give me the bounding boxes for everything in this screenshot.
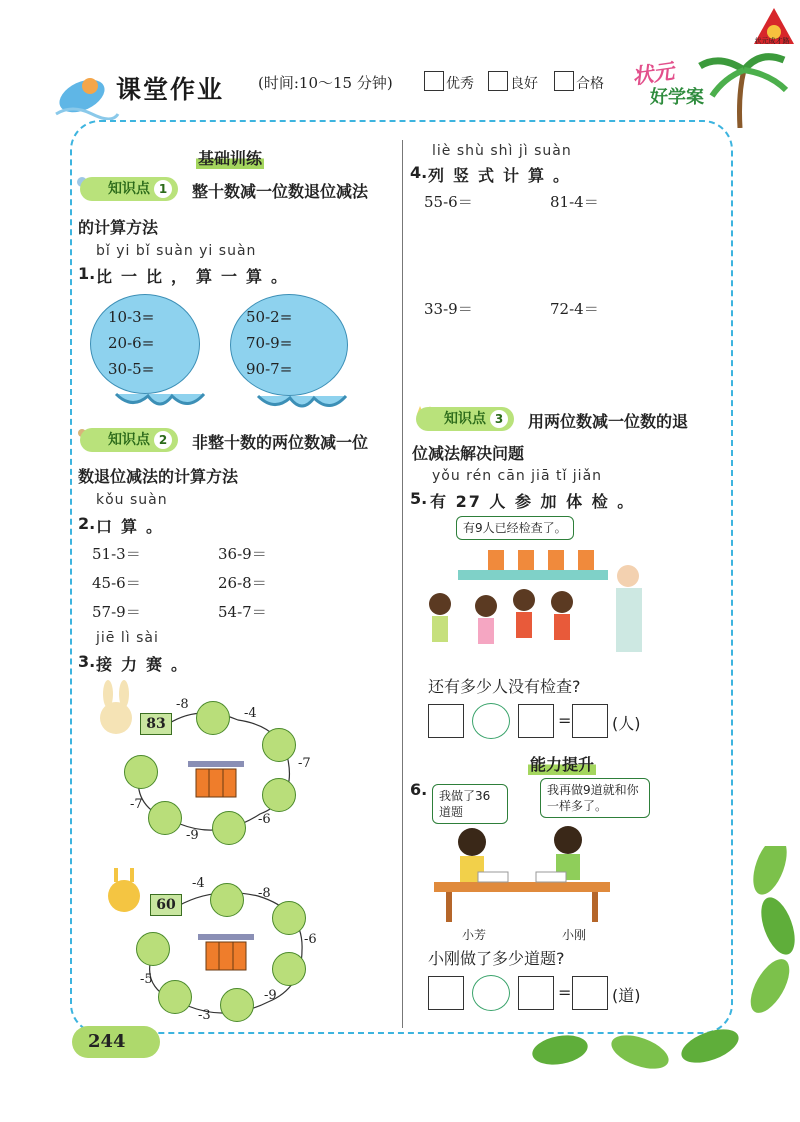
column-divider [402,140,403,1028]
q6-number: 6. [410,780,428,799]
chain-2-step-5: -3 [198,1008,211,1023]
palm-tree-icon [690,44,790,128]
q5-equals-sign: = [558,711,572,730]
q4-expr-2: 81-4＝ [550,193,599,211]
q3-number: 3. [78,652,96,671]
q2-expr-3: 45-6＝ [92,574,141,592]
kp3-text-line2: 位减法解决问题 [412,444,525,463]
q2-expr-2: 36-9＝ [218,545,267,563]
octopus-legs-icon [112,384,208,414]
section-ability-improvement: 能力提升 [528,752,596,775]
q6-operator-circle[interactable] [472,975,510,1011]
q4-expr-3: 33-9＝ [424,300,473,318]
chain-1-circle[interactable] [124,755,158,789]
chain-2-step-1: -4 [192,876,205,891]
q5-number: 5. [410,489,428,508]
q3-instruction: 接力赛。 [96,655,197,674]
chain-1-step-5: -9 [186,828,199,843]
q1-expr-6: 90-7= [246,360,293,378]
q1-expr-2: 20-6= [108,334,155,352]
q2-number: 2. [78,514,96,533]
chain-1-circle[interactable] [262,728,296,762]
grade-pass-label: 合格 [576,76,604,92]
dolphin-mascot-icon [52,66,120,120]
page-title: 课堂作业 [116,75,225,104]
grade-pass-checkbox[interactable] [554,71,574,91]
q4-number: 4. [410,163,428,182]
chain-1-step-1: -8 [176,697,189,712]
chain-1-circle[interactable] [212,811,246,845]
chain-2-start-value: 60 [150,894,182,916]
octopus-legs-icon [254,386,350,416]
kp2-text-line2: 数退位减法的计算方法 [78,467,239,486]
q4-instruction: 列竖式计算。 [428,166,579,185]
q6-name-right: 小刚 [562,928,587,942]
chain-1-start-value: 83 [140,713,172,735]
q5-question: 还有多少人没有检查? [428,677,581,696]
chain-2-step-3: -6 [304,932,317,947]
health-check-illustration [418,540,658,666]
chain-1-step-2: -4 [244,706,257,721]
q2-expr-6: 54-7＝ [218,603,267,621]
chain-2-circle[interactable] [272,901,306,935]
q2-expr-4: 26-8＝ [218,574,267,592]
kp2-text-line1: 非整十数的两位数减一位 [192,433,369,452]
chain-2-step-6: -5 [140,972,153,987]
q6-question: 小刚做了多少道题? [428,949,565,968]
q2-expr-5: 57-9＝ [92,603,141,621]
knowledge-point-badge-1: 知识点 1 [80,177,178,201]
kp1-text-line1: 整十数减一位数退位减法 [192,182,369,201]
q1-expr-1: 10-3= [108,308,155,326]
q6-equals-sign: = [558,983,572,1002]
q6-unit: (道) [612,986,641,1005]
chain-2-circle[interactable] [158,980,192,1014]
q1-instruction: 比一比，算一算。 [96,267,297,286]
podium-icon [186,755,246,799]
q6-answer-box-1[interactable] [428,976,464,1010]
q5-speech-bubble: 有9人已经检查了。 [456,516,574,540]
chain-2-step-4: -9 [264,988,277,1003]
leaves-decoration-icon [520,846,798,1076]
q4-expr-1: 55-6＝ [424,193,473,211]
q6-speech-left: 我做了36道题 [432,784,508,824]
q1-expr-5: 70-9= [246,334,293,352]
brand-title: 状元 [630,59,676,89]
chain-2-circle[interactable] [210,883,244,917]
grade-excellent-checkbox[interactable] [424,71,444,91]
q6-name-left: 小芳 [462,928,487,942]
q5-unit: (人) [612,714,641,733]
q6-speech-right: 我再做9道就和你一样多了。 [540,778,650,818]
knowledge-point-badge-2: 知识点 2 [80,428,178,452]
podium-icon [196,928,256,972]
q5-instruction: 有 27 人 参 加 体 检 。 [430,492,636,511]
q2-pinyin: kǒu suàn [96,492,168,508]
chain-1-circle[interactable] [262,778,296,812]
q1-number: 1. [78,264,96,283]
q2-expr-1: 51-3＝ [92,545,141,563]
q5-answer-box-2[interactable] [518,704,554,738]
q1-pinyin: bǐ yi bǐ suàn yi suàn [96,243,257,259]
kp1-text-line2: 的计算方法 [78,218,159,237]
q5-answer-box-3[interactable] [572,704,608,738]
q5-operator-circle[interactable] [472,703,510,739]
publisher-logo-text: 状元成才路 [754,37,790,45]
knowledge-point-badge-3: 知识点 3 [416,407,514,431]
chain-1-circle[interactable] [196,701,230,735]
chain-2-circle[interactable] [136,932,170,966]
brand-subtitle: 好学案 [650,87,704,108]
chain-2-circle[interactable] [220,988,254,1022]
chain-2-step-2: -8 [258,886,271,901]
time-limit: (时间:10～15 分钟) [258,74,393,92]
chain-1-circle[interactable] [148,801,182,835]
chain-2-circle[interactable] [272,952,306,986]
q1-expr-4: 50-2= [246,308,293,326]
chain-1-step-3: -7 [298,756,311,771]
grade-good-label: 良好 [510,76,538,92]
q3-pinyin: jiē lì sài [96,630,159,646]
q1-expr-3: 30-5= [108,360,155,378]
grade-good-checkbox[interactable] [488,71,508,91]
chain-1-step-4: -6 [258,812,271,827]
q4-pinyin: liè shù shì jì suàn [432,143,572,159]
q2-instruction: 口算。 [96,517,172,536]
section-basic-training: 基础训练 [196,146,264,169]
chain-1-step-6: -7 [130,797,143,812]
page-number: 244 [72,1026,160,1058]
grade-excellent-label: 优秀 [446,76,474,92]
q5-answer-box-1[interactable] [428,704,464,738]
q4-expr-4: 72-4＝ [550,300,599,318]
kp3-text-line1: 用两位数减一位数的退 [528,412,689,431]
q5-pinyin: yǒu rén cān jiā tǐ jiǎn [432,468,603,484]
